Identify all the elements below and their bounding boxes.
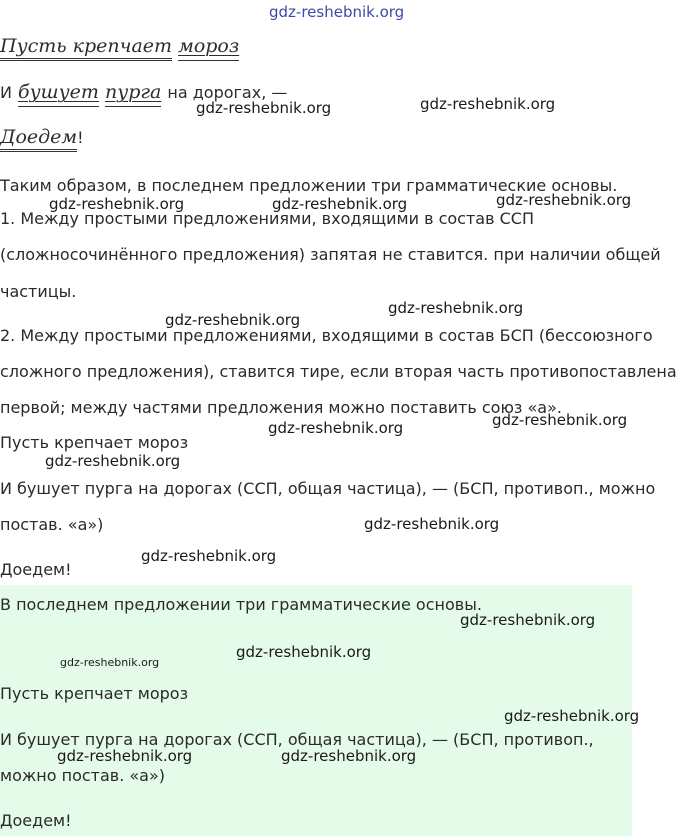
answer-line2a: И бушует пурга на дорогах (ССП, общая частица), — (БСП, противоп.,	[0, 730, 594, 749]
watermark: gdz-reshebnik.org	[364, 515, 500, 533]
poem-line3-word: Доедем	[0, 126, 77, 152]
rule2-line1: 2. Между простыми предложениями, входящими в состав БСП (бессоюзного	[0, 326, 653, 345]
example-line2: И бушует пурга на дорогах (ССП, общая частица), — (БСП, противоп., можно	[0, 479, 656, 498]
watermark: gdz-reshebnik.org	[388, 299, 524, 317]
analysis-summary: Таким образом, в последнем предложении три грамматические основы.	[0, 176, 618, 195]
rule2-line3: первой; между частями предложения можно поставить союз «а».	[0, 398, 562, 417]
poem-line-1	[0, 34, 239, 58]
poem-line1-subject: Пусть крепчает	[0, 35, 172, 61]
example-line1: Пусть крепчает мороз	[0, 433, 189, 452]
watermark: gdz-reshebnik.org	[196, 99, 332, 117]
answer-line2b: можно постав. «а»)	[0, 766, 166, 785]
watermark: gdz-reshebnik.org	[57, 747, 193, 765]
poem-line2-prefix: И	[0, 83, 12, 102]
watermark: gdz-reshebnik.org	[460, 611, 596, 629]
example-line3: постав. «а»)	[0, 515, 104, 534]
watermark: gdz-reshebnik.org	[272, 195, 408, 213]
poem-line2-predicate: бушует	[18, 81, 99, 107]
watermark: gdz-reshebnik.org	[268, 419, 404, 437]
answer-line1: Пусть крепчает мороз	[0, 684, 189, 703]
watermark: gdz-reshebnik.org	[45, 452, 181, 470]
watermark: gdz-reshebnik.org	[492, 411, 628, 429]
watermark: gdz-reshebnik.org	[281, 747, 417, 765]
watermark: gdz-reshebnik.org	[420, 95, 556, 113]
example-line4: Доедем!	[0, 560, 72, 579]
poem-line3-punct: !	[77, 128, 84, 147]
watermark: gdz-reshebnik.org	[49, 195, 185, 213]
answer-summary: В последнем предложении три грамматические основы.	[0, 595, 482, 614]
poem-line2-suffix: на дорогах, —	[167, 83, 288, 102]
answer-line3: Доедем!	[0, 811, 72, 830]
watermark: gdz-reshebnik.org	[504, 707, 640, 725]
watermark: gdz-reshebnik.org	[141, 547, 277, 565]
poem-line1-predicate: мороз	[178, 35, 239, 61]
rule1-line3: частицы.	[0, 282, 77, 301]
poem-line-3	[0, 125, 84, 150]
rule2-line2: сложного предложения), ставится тире, если вторая часть противопоставлена	[0, 362, 677, 381]
poem-line2-subject: пурга	[105, 81, 161, 107]
watermark-top: gdz-reshebnik.org	[269, 3, 405, 21]
watermark-small: gdz-reshebnik.org	[60, 656, 160, 669]
watermark: gdz-reshebnik.org	[496, 191, 632, 209]
rule1-line1: 1. Между простыми предложениями, входящими в состав ССП	[0, 209, 534, 228]
watermark: gdz-reshebnik.org	[236, 643, 372, 661]
watermark: gdz-reshebnik.org	[165, 311, 301, 329]
rule1-line2: (сложносочинённого предложения) запятая не ставится. при наличии общей	[0, 245, 661, 264]
